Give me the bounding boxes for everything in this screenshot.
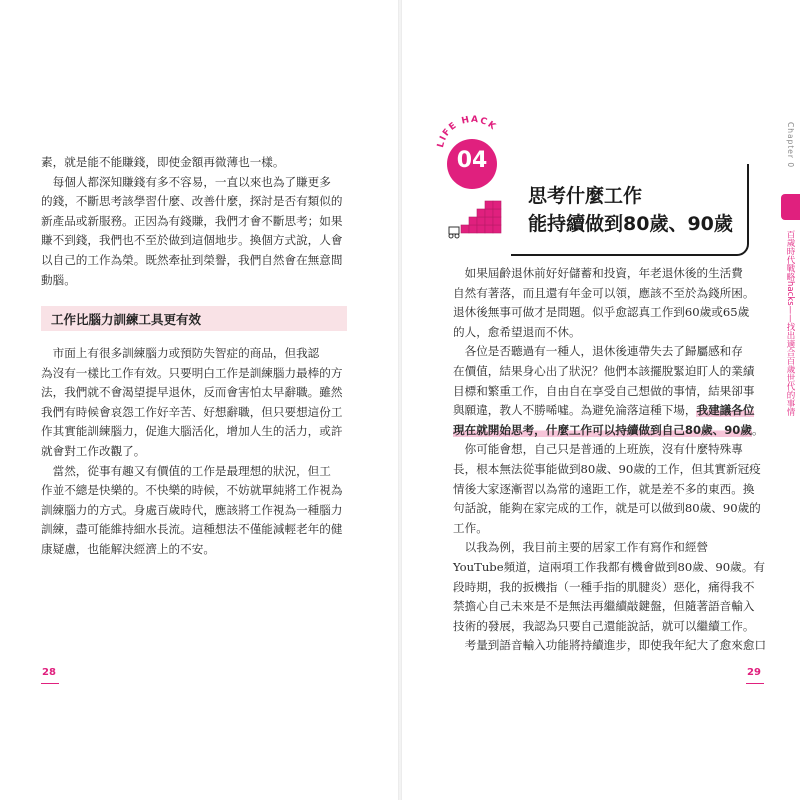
text-line: 長，根本無法從事能做到80歲、90歲的工作，但其實新冠疫 — [453, 461, 761, 476]
text-line: 素，就是能不能賺錢，即使金額再微薄也一樣。 — [41, 155, 285, 169]
text-line: 如果屆齡退休前好好儲蓄和投資，年老退休後的生活費 — [453, 266, 743, 280]
stairs-illustration-icon — [447, 195, 509, 241]
text-line: 各位是否聽過有一種人，退休後連帶失去了歸屬感和存 — [453, 344, 743, 359]
text-line: YouTube頻道，這兩項工作我都有機會做到80歲、90歲。有 — [453, 559, 765, 574]
section-heading — [41, 306, 347, 331]
text-line: 禁擔心自己未來是不是無法再繼續敲鍵盤，但隨著語音輸入 — [453, 599, 755, 614]
text-line: 工作。 — [453, 520, 488, 535]
text-line: 訓練，盡可能維持細水長流。這種想法不僅能減輕老年的健 — [41, 522, 343, 537]
text-line: 你可能會想，自己只是普通的上班族，沒有什麼特殊專 — [453, 442, 743, 457]
text-line: 以自己的工作為榮。既然牽扯到榮譽，我們自然會在無意間 — [41, 252, 343, 267]
text-line: 每個人都深知賺錢有多不容易，一直以來也為了賺更多 — [41, 174, 331, 189]
text-line: 康疑慮，也能解決經濟上的不安。 — [41, 541, 215, 556]
text-span: 。 — [751, 422, 764, 437]
text-line: 段時期，我的扳機指（一種手指的肌腱炎）惡化，痛得我不 — [453, 579, 755, 594]
text-line: 句話說，能夠在家完成的工作，就是可以做到80歲、90歲的 — [453, 501, 761, 516]
text-line: 新產品或新服務。正因為有錢賺，我們才會不斷思考；如果 — [41, 213, 343, 228]
page-number-left: 28 — [42, 667, 56, 678]
chapter-title-line-1: 思考什麼工作 — [528, 185, 643, 207]
text-line: 訓練腦力的方式。身處百歲時代，應該將工作視為一種腦力 — [41, 502, 343, 517]
text-line: 的人，愈希望退而不休。 — [453, 324, 581, 339]
text-line: 法，我們就不會渴望提早退休，反而會害怕太早辭職。雖然 — [41, 385, 343, 400]
right-paragraphs — [453, 264, 765, 656]
text-line: 市面上有很多訓練腦力或預防失智症的商品，但我認 — [41, 346, 320, 360]
text-line: 考量到語音輸入功能將持續進步，即使我年紀大了愈來愈口 — [453, 638, 767, 653]
text-line: 我們有時候會哀怨工作好辛苦、好想辭職，但只要想這份工 — [41, 404, 343, 419]
text-line: 自然有著落，而且還有年金可以領，應該不至於為錢所困。 — [453, 285, 755, 300]
page-number-right: 29 — [747, 667, 761, 678]
hack-number: 04 — [456, 148, 488, 173]
text-line: 動腦。 — [41, 272, 76, 287]
section-heading-text: 工作比腦力訓練工具更有效 — [51, 312, 202, 327]
text-line — [453, 401, 765, 421]
text-span: 與願違，教人不勝唏噓。為避免淪落這種下場， — [453, 403, 697, 418]
chapter-side-subtitle: 百歲時代戰略hacks——找出適合百歲世代的事情 — [785, 230, 795, 417]
page-rule-right — [746, 683, 764, 684]
text-line: 目標和繁重工作，自由自在享受自己想做的事情，結果卻事 — [453, 383, 755, 398]
highlighted-text: 我建議各位 — [696, 403, 755, 418]
chapter-side-tab — [781, 194, 800, 220]
text-line: 就會對工作改觀了。 — [41, 443, 146, 458]
text-line: 的錢，不斷思考該學習什麼、改善什麼，探討是否有類似的 — [41, 194, 343, 209]
text-line: 技術的發展，我認為只要自己還能說話，就可以繼續工作。 — [453, 618, 755, 633]
chapter-title-line-2: 能持續做到80歲、90歲 — [528, 213, 733, 235]
text-line: 退休後無事可做才是問題。似乎愈認真工作到60歲或65歲 — [453, 305, 750, 320]
text-line: 以我為例，我目前主要的居家工作有寫作和經營 — [453, 540, 709, 555]
text-line: 作並不總是快樂的。不快樂的時候，不妨就單純將工作視為 — [41, 483, 343, 498]
text-line: 當然，從事有趣又有價值的工作是最理想的狀況，但工 — [41, 463, 331, 478]
left-paragraph-2 — [41, 344, 351, 560]
chapter-side-label: Chapter 0 — [786, 122, 795, 169]
text-line: 情後大家逐漸習以為常的遠距工作，就是差不多的東西。換 — [453, 481, 755, 496]
highlighted-text: 現在就開始思考，什麼工作可以持續做到自己80歲、90歲 — [453, 422, 752, 437]
text-line: 在價值，結果身心出了狀況？他們本該擺脫緊迫盯人的業績 — [453, 363, 755, 378]
text-line: 作其實能訓練腦力，促進大腦活化，增加人生的活力，或許 — [41, 424, 343, 439]
left-paragraph-1 — [41, 153, 351, 290]
svg-text:LIFE HACK: LIFE HACK — [435, 114, 499, 149]
text-line: 為沒有一樣比工作有效。只要明白工作是訓練腦力最棒的方 — [41, 365, 343, 380]
page-rule-left — [41, 683, 59, 684]
text-line — [453, 421, 765, 441]
text-line: 賺不到錢，我們也不至於做到這個地步。換個方式說，人會 — [41, 233, 343, 248]
